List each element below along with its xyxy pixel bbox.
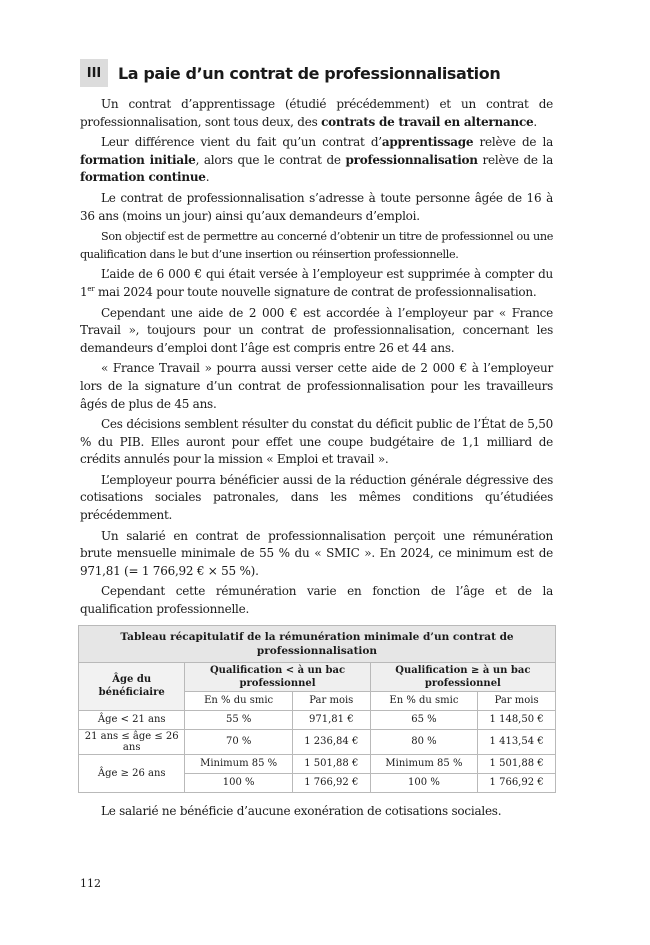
bold-term: contrats de travail en alternance: [321, 114, 534, 129]
month-header-high: Par mois: [478, 691, 556, 710]
high-month-cell: 1 148,50 €: [478, 710, 556, 729]
bold-term: professionnalisation: [345, 152, 478, 167]
table-row: [79, 710, 556, 729]
text-run: Le contrat de professionnalisation s’adresse à toute personne âgée de 16 à 36 ans (moins un jour) ainsi qu’aux demandeurs d’emploi.: [80, 190, 553, 223]
table-row: [79, 729, 556, 754]
text-run: L’employeur pourra bénéficier aussi de la réduction générale dégressive des cotisations sociales patronales, dans les mêmes conditions qu’étudiées précédemment.: [80, 472, 553, 523]
paragraph: [80, 360, 553, 413]
high-month-cell: 1 766,92 €: [478, 773, 556, 792]
high-pct-cell: 100 %: [370, 773, 478, 792]
age-header: Âge du bénéficiaire: [79, 662, 185, 710]
paragraph: [80, 190, 553, 225]
low-month-cell: 1 501,88 €: [292, 754, 370, 773]
body-text: [80, 96, 553, 619]
paragraph: [80, 96, 553, 131]
text-run: Cependant une aide de 2 000 € est accordée à l’employeur par « France Travail », toujours pour un contrat de professionnalisation, concernant les demandeurs d’emploi dont l’âge est compris entre 26 et 44 ans.: [80, 305, 553, 355]
text-run: L’aide de 6 000 € qui était versée à l’employeur est supprimée à compter du 1: [80, 267, 553, 299]
low-pct-cell: 55 %: [185, 710, 293, 729]
page-content: [80, 58, 553, 823]
text-run: .: [533, 114, 537, 129]
high-pct-cell: 65 %: [370, 710, 478, 729]
table-title: Tableau récapitulatif de la rémunération minimale d’un contrat de professionnalisation: [79, 625, 556, 662]
bold-term: apprentissage: [381, 135, 474, 150]
pct-header-low: En % du smic: [185, 691, 293, 710]
low-month-cell: 1 236,84 €: [292, 729, 370, 754]
text-run: relève de la: [477, 152, 553, 167]
remuneration-table: [78, 625, 556, 793]
high-pct-cell: Minimum 85 %: [370, 754, 478, 773]
month-header-low: Par mois: [292, 691, 370, 710]
age-cell: 21 ans ≤ âge ≤ 26 ans: [79, 729, 185, 754]
closing-paragraph: Le salarié ne bénéficie d’aucune exonération de cotisations sociales.: [101, 803, 502, 818]
low-month-cell: 971,81 €: [292, 710, 370, 729]
table-row: [79, 754, 556, 773]
low-pct-cell: 70 %: [185, 729, 293, 754]
text-run: Un contrat d’apprentissage (étudié précédemment) et un contrat de professionnalisation, sont tous deux, des: [80, 97, 553, 129]
text-run: relève de la: [473, 135, 553, 150]
paragraph: [80, 134, 553, 187]
text-run: mai 2024 pour toute nouvelle signature de contrat de professionnalisation.: [94, 284, 537, 299]
text-run: Leur différence vient du fait qu’un contrat d’: [101, 135, 382, 150]
text-run: Son objectif est de permettre au concerné d’obtenir un titre de professionnel ou une qualification dans le but d’une insertion ou réinsertion professionnelle.: [80, 230, 553, 261]
paragraph: [80, 266, 553, 301]
low-pct-cell: 100 %: [185, 773, 293, 792]
qual-high-header: Qualification ≥ à un bac professionnel: [370, 662, 555, 691]
superscript: er: [87, 284, 95, 293]
paragraph: [80, 583, 553, 618]
paragraph: [80, 472, 553, 525]
bold-term: formation initiale: [80, 152, 196, 167]
high-pct-cell: 80 %: [370, 729, 478, 754]
text-run: .: [205, 170, 210, 185]
paragraph: [80, 416, 553, 469]
age-cell: Âge < 21 ans: [79, 710, 185, 729]
text-run: Un salarié en contrat de professionnalisation perçoit une rémunération brute mensuelle minimale de 55 % du « SMIC ». En 2024, ce minimum est de 971,81 (= 1 766,92 € × 55 %).: [80, 528, 553, 578]
pct-header-high: En % du smic: [370, 691, 478, 710]
high-month-cell: 1 501,88 €: [478, 754, 556, 773]
paragraph: [80, 528, 553, 581]
age-cell: Âge ≥ 26 ans: [79, 754, 185, 792]
bold-term: formation continue: [80, 170, 206, 185]
text-run: Ces décisions semblent résulter du constat du déficit public de l’État de 5,50 % du PIB. Elles auront pour effet une coupe budgétaire de 1,1 milliard de crédits annulés pour la mission « Emploi et travail ».: [80, 417, 553, 467]
high-month-cell: 1 413,54 €: [478, 729, 556, 754]
low-pct-cell: Minimum 85 %: [185, 754, 293, 773]
paragraph: [80, 228, 553, 263]
text-run: « France Travail » pourra aussi verser cette aide de 2 000 € à l’employeur lors de la signature d’un contrat de professionnalisation pour les travailleurs âgés de plus de 45 ans.: [80, 361, 553, 411]
text-run: , alors que le contrat de: [195, 152, 346, 167]
low-month-cell: 1 766,92 €: [292, 773, 370, 792]
section-title: La paie d’un contrat de professionnalisation: [118, 63, 501, 83]
text-run: Cependant cette rémunération varie en fonction de l’âge et de la qualification professionnelle.: [80, 584, 553, 617]
qual-low-header: Qualification < à un bac professionnel: [185, 662, 370, 691]
section-number: III: [80, 59, 108, 87]
paragraph: [80, 305, 553, 358]
section-heading: [80, 58, 553, 88]
page-number: 112: [80, 877, 101, 890]
